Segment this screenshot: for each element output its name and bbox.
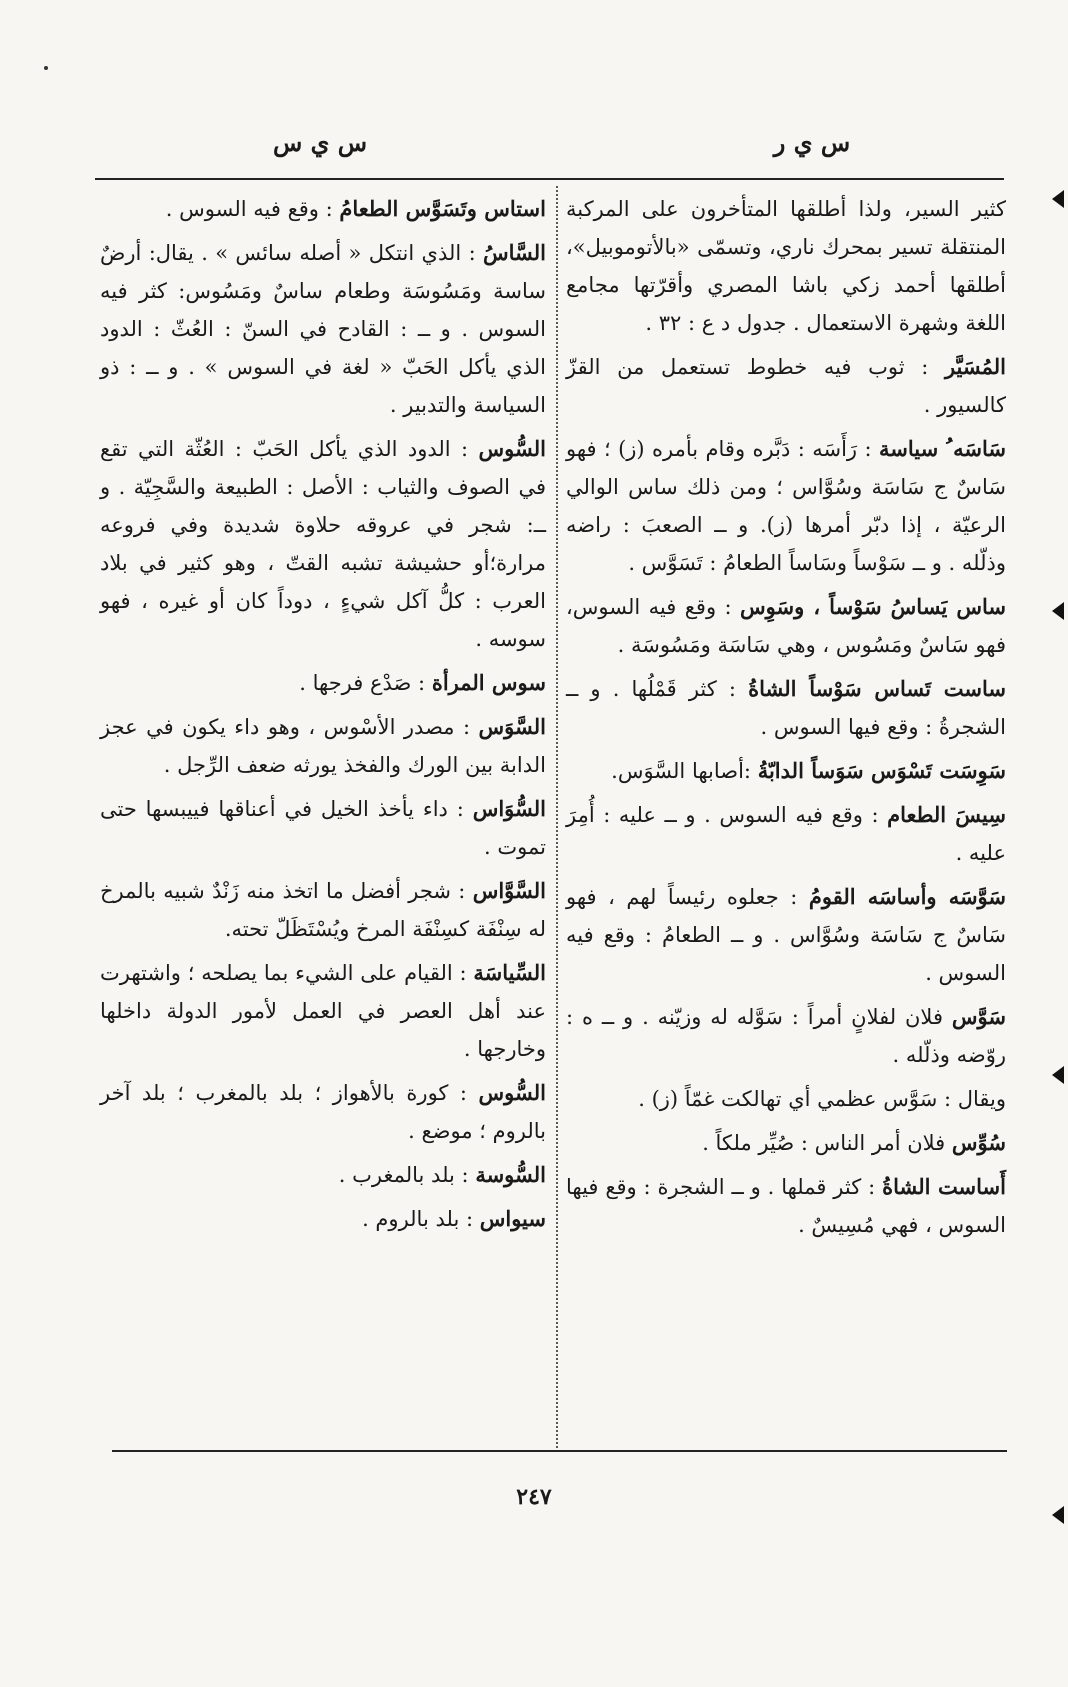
- dictionary-entry: [100, 1156, 546, 1194]
- dictionary-entry: [566, 796, 1006, 872]
- entry-definition: : وقع فيه السوس، فهو سَاسٌ ومَسُوس ، وهي سَاسَة ومَسُوسَة .: [566, 595, 1006, 657]
- entry-definition: : جعلوه رئيساً لهم ، فهو سَاسٌ ج سَاسَة وسُوَّاس . و ــ الطعامُ : وقع فيه السوس .: [566, 885, 1006, 985]
- entry-definition: : كثر قملها . و ــ الشجرة : وقع فيها السوس ، فهي مُسِيسٌ .: [566, 1175, 1006, 1237]
- entry-headword: ساست تَساس سَوْساً الشاةُ: [748, 676, 1006, 701]
- entry-definition: : الذي انتكل « أصله سائس » . يقال: أرضٌ ساسة ومَسُوسَة وطعام ساسٌ ومَسُوس: كثر فيه السوس . و ــ : القادح في السنّ : العُثّ : الدود الذي يأكل الحَبّ « لغة في السوس » . و ــ : ذو السياسة والتدبير .: [100, 241, 546, 417]
- entry-definition: : كورة بالأهواز ؛ بلد بالمغرب ؛ بلد آخر بالروم ؛ موضع .: [100, 1081, 546, 1143]
- margin-marker-icon: [1052, 1066, 1064, 1084]
- entry-definition: : داء يأخذ الخيل في أعناقها فييبسها حتى تموت .: [100, 797, 546, 859]
- entry-headword: سَوِسَت تَسْوَس سَوَساً الدابّةُ: [757, 758, 1006, 783]
- left-column: [100, 190, 546, 1244]
- entry-headword: سَوَّسَه وأساسَه القومُ: [808, 884, 1006, 909]
- entry-headword: أَساست الشاةُ: [882, 1174, 1006, 1199]
- entry-definition: فلان أمر الناس : صُيِّر ملكاً .: [702, 1131, 946, 1155]
- entry-headword: سَوَّس: [951, 1004, 1006, 1029]
- entry-definition: ويقال : سَوَّس عظمي أي تهالكت غمّاً (ز) .: [638, 1087, 1006, 1111]
- header-root-left: س ي س: [272, 128, 368, 157]
- entry-definition: : ثوب فيه خطوط تستعمل من القزّ كالسيور .: [566, 355, 1006, 417]
- entry-headword: سوس المرأة: [431, 670, 546, 695]
- dictionary-entry: [100, 1200, 546, 1238]
- entry-definition: : صَدْع فرجها .: [299, 671, 426, 695]
- entry-headword: السُّوس: [478, 436, 546, 461]
- entry-headword: المُسَيَّر: [944, 354, 1006, 379]
- margin-marker-icon: [1052, 190, 1064, 208]
- dictionary-entry: [566, 752, 1006, 790]
- dictionary-entry: [100, 430, 546, 658]
- entry-headword: سَاسَه ُ سياسة: [879, 436, 1006, 461]
- entry-headword: السَّاسُ: [482, 240, 546, 265]
- entry-headword: السَّوَّاس: [472, 878, 546, 903]
- entry-definition: : بلد بالروم .: [362, 1207, 474, 1231]
- dictionary-entry: [566, 998, 1006, 1074]
- entry-definition: كثير السير، ولذا أطلقها المتأخرون على المركبة المنتقلة تسير بمحرك ناري، وتسمّى «بالأتوموبيل»، أطلقها أحمد زكي باشا المصري وأقرّتها مجامع اللغة وشهرة الاستعمال . جدول د ع : ٣٢ .: [566, 197, 1006, 335]
- page-number: ٢٤٧: [516, 1484, 552, 1510]
- right-column: [566, 190, 1006, 1250]
- margin-marker-icon: [1052, 1506, 1064, 1524]
- entry-headword: سيواس: [479, 1206, 546, 1231]
- entry-headword: ساس يَساسُ سَوْساً ، وسَوِس: [740, 594, 1006, 619]
- entry-headword: السُّوسة: [475, 1162, 546, 1187]
- margin-marker-icon: [1052, 602, 1064, 620]
- dictionary-entry: [100, 872, 546, 948]
- column-divider: [556, 186, 558, 1448]
- entry-definition: : مصدر الأسْوس ، وهو داء يكون في عجز الدابة بين الورك والفخذ يورثه ضعف الرِّجل .: [100, 715, 546, 777]
- entry-definition: : وقع فيه السوس . و ــ عليه : أُمِرَ عليه .: [566, 803, 1006, 865]
- dictionary-entry: [100, 954, 546, 1068]
- dictionary-entry: [566, 878, 1006, 992]
- dictionary-entry: [100, 1074, 546, 1150]
- entry-headword: السَّوَس: [478, 714, 546, 739]
- bottom-rule: [112, 1450, 1007, 1452]
- dictionary-entry: [566, 190, 1006, 342]
- entry-definition: : كثر قَمْلُها . و ــ الشجرةُ : وقع فيها السوس .: [566, 677, 1006, 739]
- dictionary-entry: [100, 664, 546, 702]
- dictionary-entry: [566, 430, 1006, 582]
- entry-headword: استاس وتَسَوَّس الطعامُ: [339, 196, 546, 221]
- top-rule: [95, 178, 1004, 180]
- entry-definition: فلان لفلانٍ أمراً : سَوَّله له وزيّنه . و ــ ه : روّضه وذلّله .: [566, 1005, 1006, 1067]
- entry-definition: : وقع فيه السوس .: [165, 197, 333, 221]
- entry-definition: :أصابها السَّوَس.: [611, 759, 752, 783]
- header-root-right: س ي ر: [773, 128, 851, 157]
- entry-headword: سِيسَ الطعام: [887, 802, 1006, 827]
- dictionary-entry: [566, 588, 1006, 664]
- entry-definition: : بلد بالمغرب .: [338, 1163, 469, 1187]
- entry-headword: السُّوَاس: [472, 796, 546, 821]
- dictionary-entry: [566, 1124, 1006, 1162]
- scan-speck: [44, 66, 48, 70]
- dictionary-entry: [100, 234, 546, 424]
- entry-definition: : شجر أفضل ما اتخذ منه زَنْدٌ شبيه بالمرخ له سِنْفَة كسِنْفَة المرخ ويُسْتَظَلّ تحته.: [100, 879, 546, 941]
- dictionary-entry: [566, 348, 1006, 424]
- dictionary-entry: [100, 790, 546, 866]
- dictionary-entry: [100, 708, 546, 784]
- entry-definition: : القيام على الشيء بما يصلحه ؛ واشتهرت عند أهل العصر في العمل لأمور الدولة داخلها وخارجها .: [100, 961, 546, 1061]
- dictionary-entry: [566, 1168, 1006, 1244]
- entry-headword: السُّوس: [478, 1080, 546, 1105]
- dictionary-entry: [100, 190, 546, 228]
- entry-definition: : الدود الذي يأكل الحَبّ : العُثّة التي تقع في الصوف والثياب : الأصل : الطبيعة والسَّجِيّة . و ــ: شجر في عروقه حلاوة شديدة وفي فروعه مرارة؛أو حشيشة تشبه القتّ ، وهو كثير في بلاد العرب : كلُّ آكل شيءٍ ، دوداً كان أو غيره ، فهو سوسه .: [100, 437, 546, 651]
- entry-definition: : رَأَسَه : دَبَّره وقام بأمره (ز) ؛ فهو سَاسٌ ج سَاسَة وسُوَّاس ؛ ومن ذلك ساس الوالي الرعيّة ، إذا دبّر أمرها (ز). و ــ الصعبَ : راضه وذلّله . و ــ سَوْساً وسَاساً الطعامُ : تَسَوَّس .: [566, 437, 1006, 575]
- dictionary-entry: [566, 670, 1006, 746]
- dictionary-entry: [566, 1080, 1006, 1118]
- entry-headword: سُوِّس: [951, 1130, 1006, 1155]
- entry-headword: السِّياسَة: [473, 960, 546, 985]
